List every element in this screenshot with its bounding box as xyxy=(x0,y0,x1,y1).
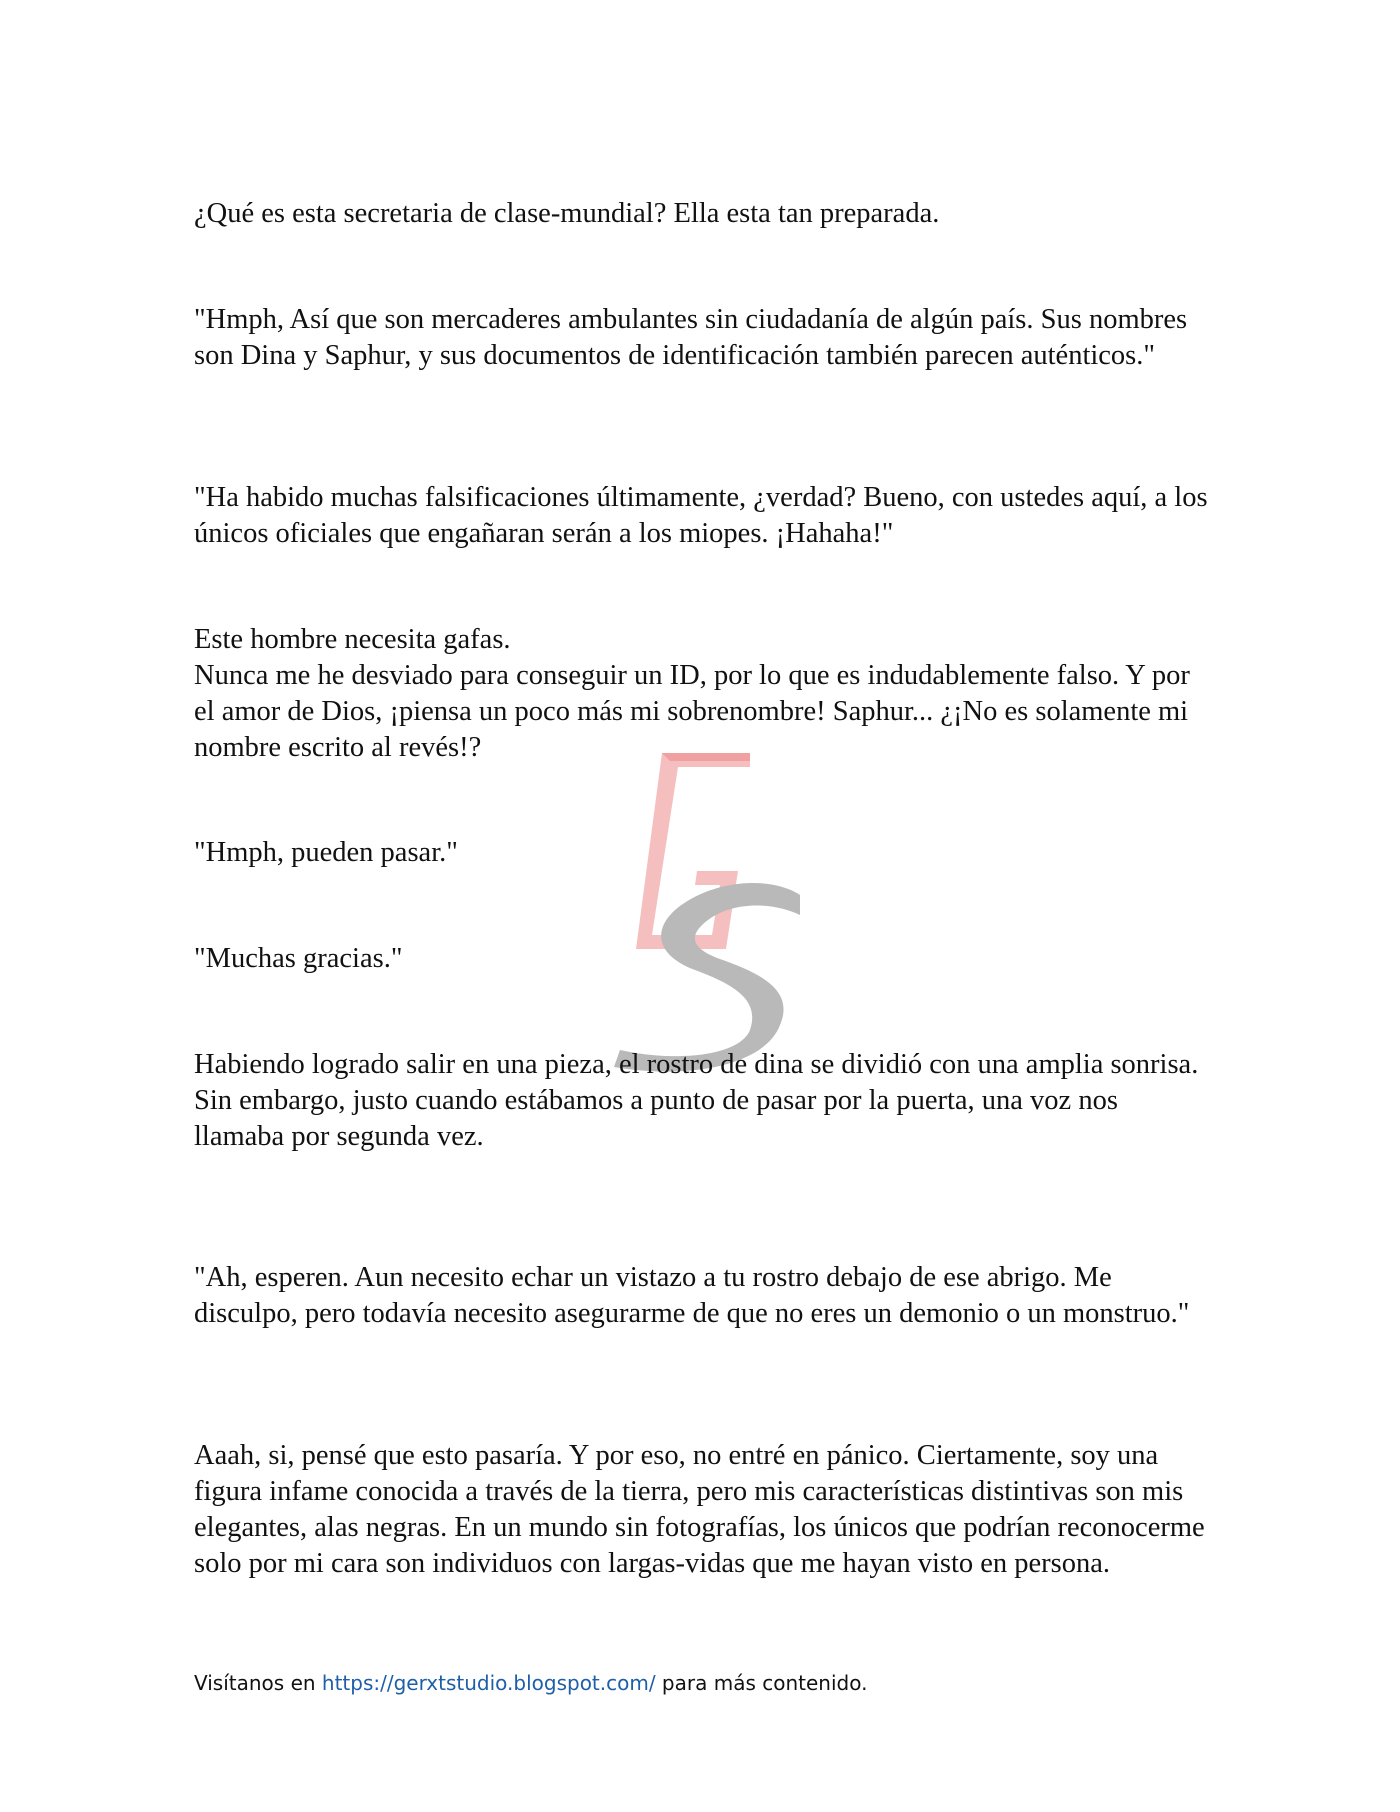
paragraph-merchants-dialogue: "Hmph, Así que son mercaderes ambulantes sin ciudadanía de algún país. Sus nombres son Dina y Saphur, y sus documentos de identificación también parecen auténticos." xyxy=(194,304,1188,371)
paragraph-secretary: ¿Qué es esta secretaria de clase-mundial? Ella esta tan preparada. xyxy=(194,198,940,229)
paragraph-forgeries-dialogue: "Ha habido muchas falsificaciones últimamente, ¿verdad? Bueno, con ustedes aquí, a los únicos oficiales que engañaran serán a los miopes. ¡Hahaha!" xyxy=(194,482,1208,549)
paragraph-no-panic: Aaah, si, pensé que esto pasaría. Y por eso, no entré en pánico. Ciertamente, soy una figura infame conocida a través de la tierra, pero mis características distintivas son mis elegantes, alas negras. En un mundo sin fotografías, los únicos que podrían reconocerme solo por mi cara son individuos con largas-vidas que me hayan visto en persona. xyxy=(194,1440,1205,1579)
footer-blog-link[interactable]: https://gerxtstudio.blogspot.com/ xyxy=(321,1671,656,1695)
footer-suffix: para más contenido. xyxy=(655,1671,868,1695)
paragraph-can-pass: "Hmph, pueden pasar." xyxy=(194,837,458,868)
paragraph-thanks: "Muchas gracias." xyxy=(194,943,403,974)
gs-watermark-logo xyxy=(600,745,810,1075)
paragraph-wait-dialogue: "Ah, esperen. Aun necesito echar un vistazo a tu rostro debajo de ese abrigo. Me disculpo, pero todavía necesito asegurarme de que no eres un demonio o un monstruo." xyxy=(194,1262,1190,1329)
paragraph-escape-attempt: Habiendo logrado salir en una pieza, el rostro de dina se dividió con una amplia sonrisa. Sin embargo, justo cuando estábamos a punto de pasar por la puerta, una voz nos llamaba por segunda vez. xyxy=(194,1049,1199,1152)
paragraph-glasses-thought: Este hombre necesita gafas. Nunca me he desviado para conseguir un ID, por lo que es indudablemente falso. Y por el amor de Dios, ¡piensa un poco más mi sobrenombre! Saphur... ¿¡No es solamente mi nombre escrito al revés!? xyxy=(194,624,1190,763)
footer-prefix: Visítanos en xyxy=(194,1671,322,1695)
footer-promo xyxy=(194,1669,867,1697)
